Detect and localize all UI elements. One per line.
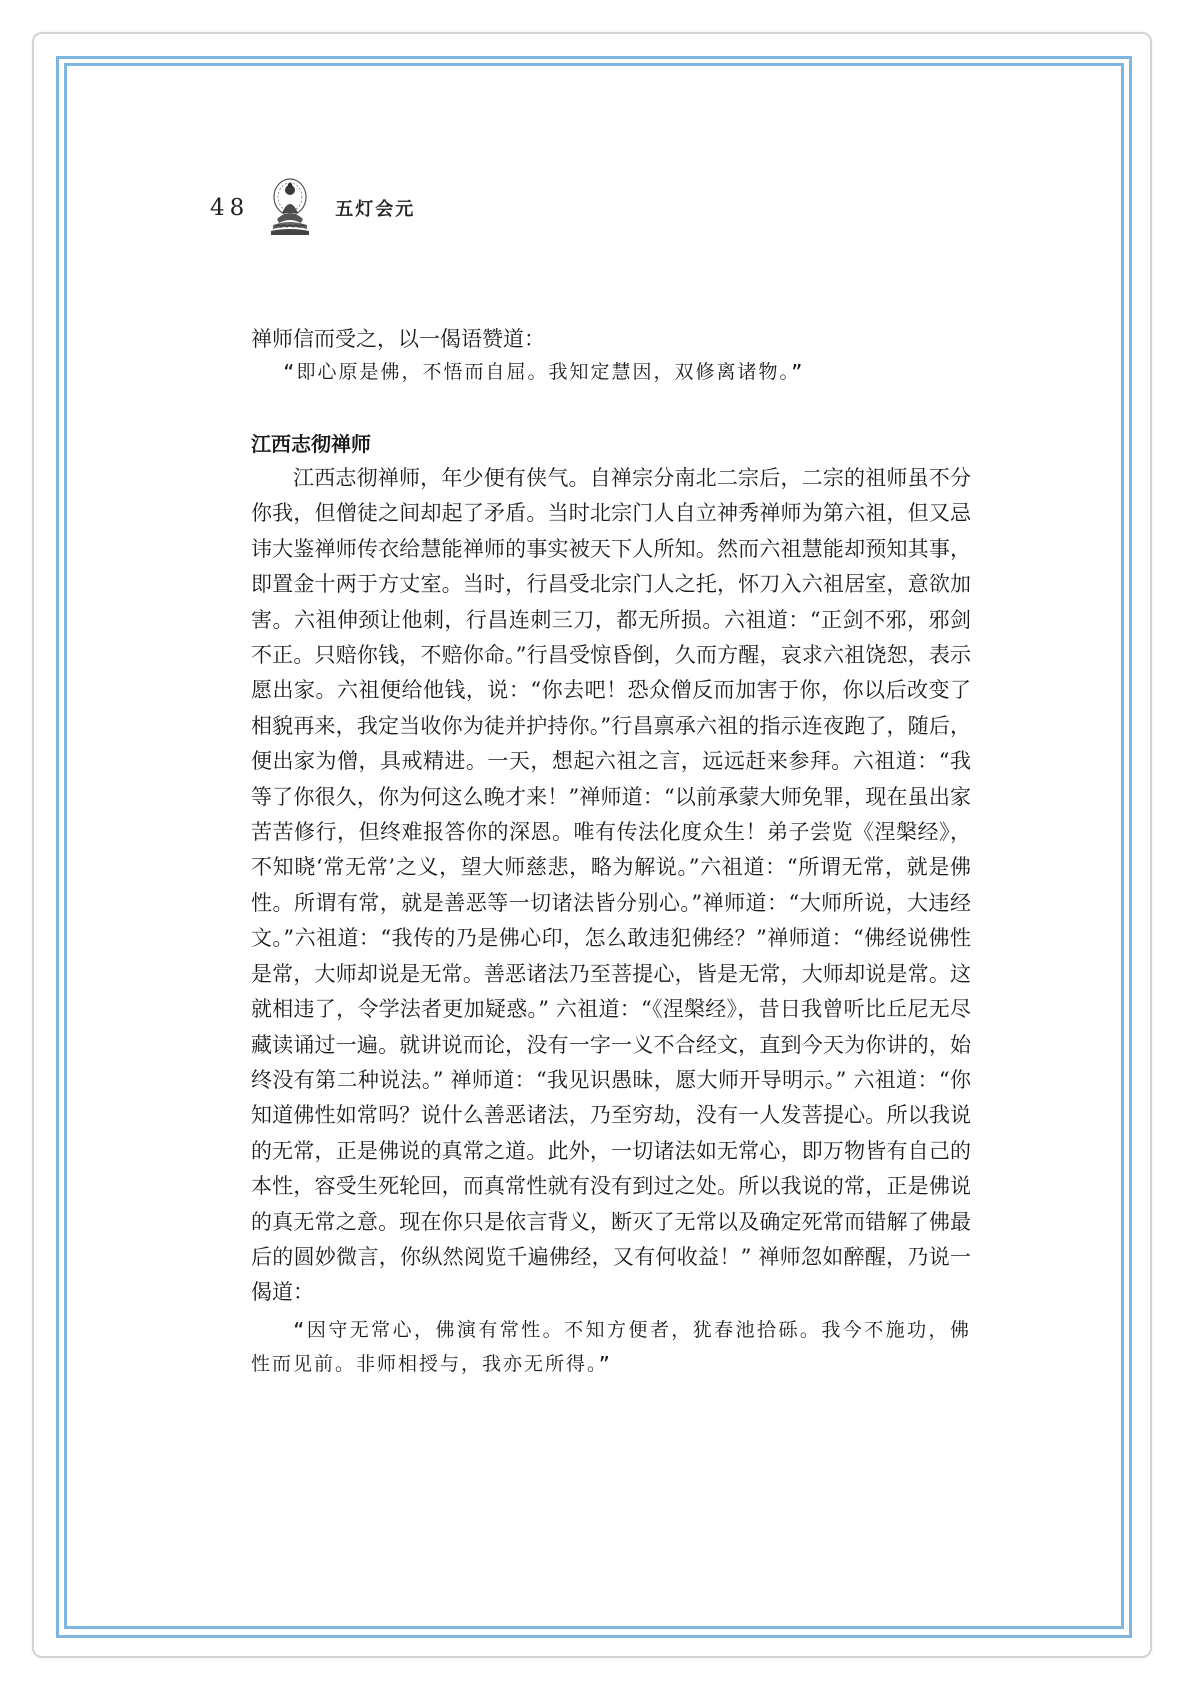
running-header: [210, 176, 415, 240]
closing-verse: “因守无常心，佛演有常性。不知方便者，犹春池拾砾。我今不施功，佛性而见前。非师相授与，我亦无所得。”: [251, 1318, 971, 1375]
section-title: 江西志彻禅师: [251, 432, 371, 456]
intro-line: 禅师信而受之，以一偈语赞道：: [251, 327, 545, 351]
page-number: 48: [210, 195, 250, 221]
intro-verse: “即心原是佛，不悟而自屈。我知定慧因，双修离诸物。”: [283, 361, 805, 383]
page-content: [251, 323, 971, 1381]
section-body: 江西志彻禅师，年少便有侠气。自禅宗分南北二宗后，二宗的祖师虽不分你我，但僧徒之间却起了矛盾。当时北宗门人自立神秀禅师为第六祖，但又忌讳大鉴禅师传衣给慧能禅师的事实被天下人所知。然而六祖慧能却预知其事，即置金十两于方丈室。当时，行昌受北宗门人之托，怀刀入六祖居室，意欲加害。六祖伸颈让他刺，行昌连刺三刀，都无所损。六祖道：“正剑不邪，邪剑不正。只赔你钱，不赔你命。”行昌受惊昏倒，久而方醒，哀求六祖饶恕，表示愿出家。六祖便给他钱，说：“你去吧！恐众僧反而加害于你，你以后改变了相貌再来，我定当收你为徒并护持你。”行昌禀承六祖的指示连夜跑了，随后，便出家为僧，具戒精进。一天，想起六祖之言，远远赶来参拜。六祖道：“我等了你很久，你为何这么晚才来！”禅师道：“以前承蒙大师免罪，现在虽出家苦苦修行，但终难报答你的深恩。唯有传法化度众生！弟子尝览《涅槃经》，不知晓‘常无常’之义，望大师慈悲，略为解说。”六祖道：“所谓无常，就是佛性。所谓有常，就是善恶等一切诸法皆分别心。”禅师道：“大师所说，大违经文。”六祖道：“我传的乃是佛心印，怎么敢违犯佛经？”禅师道：“佛经说佛性是常，大师却说是无常。善恶诸法乃至菩提心，皆是无常，大师却说是常。这就相违了，令学法者更加疑惑。” 六祖道：“《涅槃经》，昔日我曾听比丘尼无尽藏读诵过一遍。就讲说而论，没有一字一义不合经文，直到今天为你讲的，始终没有第二种说法。” 禅师道：“我见识愚昧，愿大师开导明示。” 六祖道：“你知道佛性如常吗？说什么善恶诸法，乃至穷劫，没有一人发菩提心。所以我说的无常，正是佛说的真常之道。此外，一切诸法如无常心，即万物皆有自己的本性，容受生死轮回，而真常性就有没有到过之处。所以我说的常，正是佛说的真无常之意。现在你只是依言背义，断灭了无常以及确定死常而错解了佛最后的圆妙微言，你纵然阅览千遍佛经，又有何收益！” 禅师忽如醉醒，乃说一偈道：: [251, 466, 971, 1305]
seated-buddha-icon: [263, 177, 317, 239]
book-title: 五灯会元: [335, 199, 416, 220]
